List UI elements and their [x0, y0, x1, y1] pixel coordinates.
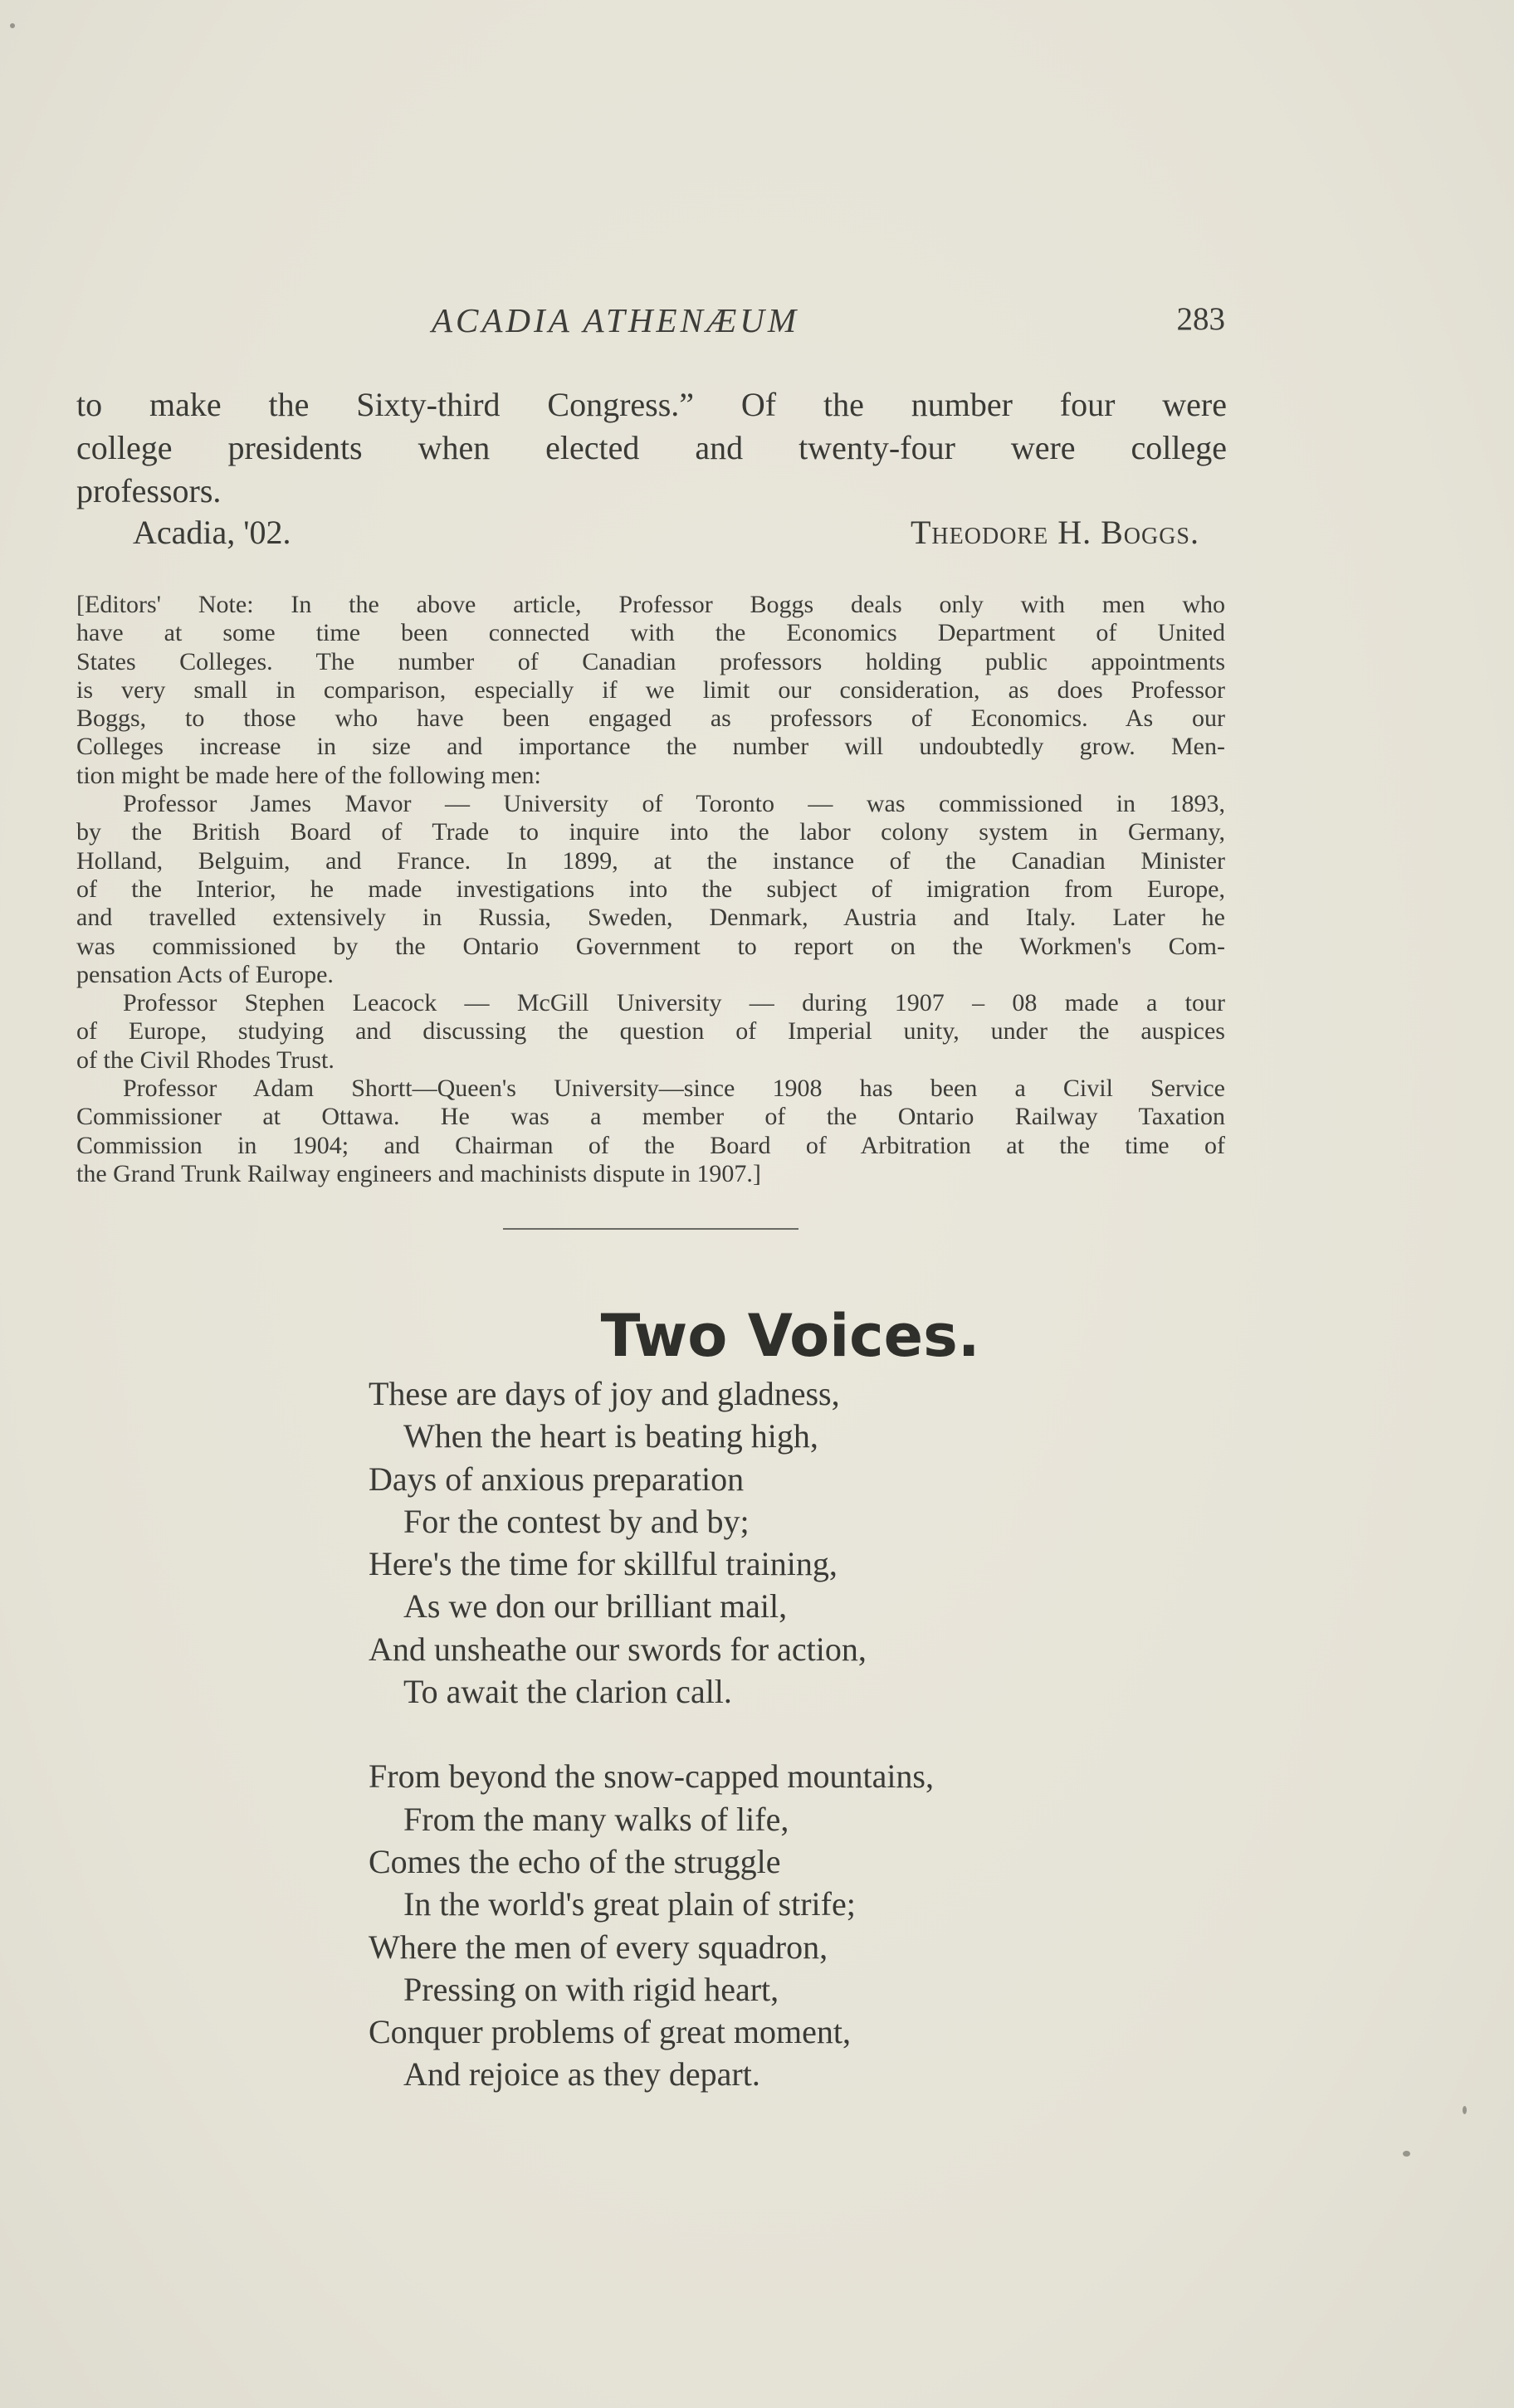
note-line: is very small in comparison, especially if we limit our consideration, as does Professor: [76, 675, 1225, 704]
verse-line: These are days of joy and gladness,: [369, 1375, 840, 1412]
note-line: Commissioner at Ottawa. He was a member of the Ontario Railway Taxation: [76, 1103, 1225, 1131]
note-line: and travelled extensively in Russia, Sweden, Denmark, Austria and Italy. Later he: [76, 904, 1225, 932]
journal-title: ACADIA ATHENÆUM: [432, 301, 800, 339]
note-line: Professor James Mavor — University of Toronto — was commissioned in 1893,: [123, 790, 1225, 818]
running-header: [76, 300, 1225, 342]
poem-stanza-1: [369, 1372, 1116, 1713]
note-line: of the Interior, he made investigations into the subject of imigration from Europe,: [76, 875, 1225, 903]
verse-line: From beyond the snow-capped mountains,: [369, 1757, 934, 1796]
verse-line: As we don our brilliant mail,: [403, 1587, 788, 1626]
verse-line: Days of anxious preparation: [369, 1460, 745, 1498]
note-line: Boggs, to those who have been engaged as professors of Economics. As our: [76, 704, 1225, 733]
note-line: Colleges increase in size and importance the number will undoubtedly grow. Men-: [76, 733, 1225, 761]
article-signature: [133, 513, 1199, 556]
poem-stanza-2: [369, 1755, 1116, 2095]
article-continuation: [76, 383, 1227, 513]
paper-speck: [10, 23, 15, 28]
verse-line: And rejoice as they depart.: [403, 2055, 760, 2094]
poem-title: Two Voices.: [600, 1301, 980, 1370]
note-line: Professor Stephen Leacock — McGill University — during 1907 – 08 made a tour: [123, 989, 1225, 1017]
paper-speck: [1463, 2106, 1467, 2114]
section-divider: [503, 1228, 799, 1230]
note-line: of Europe, studying and discussing the question of Imperial unity, under the auspices: [76, 1017, 1225, 1046]
verse-line: Here's the time for skillful training,: [369, 1545, 838, 1583]
signature-place: Acadia, '02.: [133, 514, 291, 551]
text-line: to make the Sixty-third Congress.” Of the number four were: [76, 386, 1227, 423]
note-line: of the Civil Rhodes Trust.: [76, 1046, 335, 1074]
verse-line: When the heart is beating high,: [403, 1417, 818, 1455]
page-number: 283: [1176, 301, 1225, 337]
note-line: Professor Adam Shortt—Queen's University—since 1908 has been a Civil Service: [123, 1075, 1225, 1103]
verse-line: Comes the echo of the struggle: [369, 1842, 781, 1880]
note-line: by the British Board of Trade to inquire into the labor colony system in Germany,: [76, 818, 1225, 846]
signature-author: Theodore H. Boggs.: [911, 514, 1199, 551]
verse-line: For the contest by and by;: [403, 1502, 750, 1540]
note-line: pensation Acts of Europe.: [76, 960, 334, 988]
note-line: Holland, Belguim, and France. In 1899, at the instance of the Canadian Minister: [76, 846, 1225, 875]
note-line: Commission in 1904; and Chairman of the Board of Arbitration at the time of: [76, 1131, 1225, 1159]
verse-line: Pressing on with rigid heart,: [403, 1970, 779, 2008]
verse-line: From the many walks of life,: [403, 1800, 789, 1838]
paper-speck: [1403, 2151, 1410, 2157]
poem: [369, 1372, 1116, 2138]
note-line: the Grand Trunk Railway engineers and machinists dispute in 1907.]: [76, 1159, 761, 1187]
note-line: have at some time been connected with the Economics Department of United: [76, 619, 1225, 647]
verse-line: Where the men of every squadron,: [369, 1928, 828, 1966]
verse-line: And unsheathe our swords for action,: [369, 1630, 867, 1668]
verse-line: In the world's great plain of strife;: [403, 1885, 856, 1923]
text-line: college presidents when elected and twenty-four were college: [76, 429, 1227, 466]
note-line: States Colleges. The number of Canadian professors holding public appointments: [76, 647, 1225, 675]
text-line: professors.: [76, 472, 222, 509]
editors-note: [76, 591, 1225, 1188]
verse-line: To await the clarion call.: [403, 1673, 732, 1711]
note-line: tion might be made here of the following men:: [76, 761, 541, 789]
note-line: [Editors' Note: In the above article, Professor Boggs deals only with men who: [76, 591, 1225, 618]
note-line: was commissioned by the Ontario Government to report on the Workmen's Com-: [76, 932, 1225, 960]
verse-line: Conquer problems of great moment,: [369, 2013, 851, 2051]
